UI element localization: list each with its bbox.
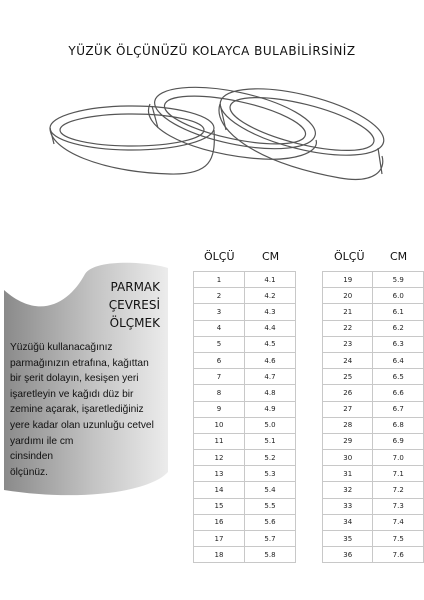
right-cm-header: CM	[390, 250, 408, 263]
cm-cell: 6.9	[373, 433, 424, 449]
size-cell: 34	[323, 514, 373, 530]
cm-cell: 5.8	[245, 547, 296, 563]
cm-cell: 7.2	[373, 482, 424, 498]
table-row	[194, 531, 296, 547]
cm-cell: 5.5	[245, 498, 296, 514]
size-cell: 26	[323, 385, 373, 401]
size-table-right	[322, 271, 424, 563]
size-cell: 6	[194, 352, 245, 368]
instruction-line: ölçünüz.	[10, 466, 48, 478]
cm-cell: 6.7	[373, 401, 424, 417]
cm-cell: 4.7	[245, 369, 296, 385]
table-row	[194, 433, 296, 449]
size-cell: 35	[323, 531, 373, 547]
cm-cell: 4.2	[245, 288, 296, 304]
table-row	[323, 272, 424, 288]
cm-cell: 6.0	[373, 288, 424, 304]
cm-cell: 5.6	[245, 514, 296, 530]
cm-cell: 4.5	[245, 336, 296, 352]
cm-cell: 7.5	[373, 531, 424, 547]
cm-cell: 6.1	[373, 304, 424, 320]
instruction-line: bir şerit dolayın, kesişen yeri	[10, 373, 139, 385]
table-row	[323, 288, 424, 304]
cm-cell: 5.9	[373, 272, 424, 288]
size-cell: 14	[194, 482, 245, 498]
table-row	[323, 369, 424, 385]
instruction-line: parmağınızın etrafına, kağıttan	[10, 357, 149, 369]
size-cell: 36	[323, 547, 373, 563]
size-cell: 7	[194, 369, 245, 385]
three-rings-illustration-icon	[40, 70, 390, 190]
table-row	[323, 547, 424, 563]
size-cell: 23	[323, 336, 373, 352]
table-row	[194, 320, 296, 336]
cm-cell: 4.8	[245, 385, 296, 401]
cm-cell: 4.1	[245, 272, 296, 288]
cm-cell: 5.3	[245, 466, 296, 482]
left-size-header: ÖLÇÜ	[204, 250, 235, 263]
size-cell: 30	[323, 450, 373, 466]
size-cell: 4	[194, 320, 245, 336]
size-cell: 20	[323, 288, 373, 304]
cm-cell: 5.7	[245, 531, 296, 547]
cm-cell: 4.6	[245, 352, 296, 368]
size-cell: 29	[323, 433, 373, 449]
cm-cell: 5.1	[245, 433, 296, 449]
cm-cell: 7.6	[373, 547, 424, 563]
size-cell: 2	[194, 288, 245, 304]
table-row	[194, 401, 296, 417]
right-size-header: ÖLÇÜ	[334, 250, 365, 263]
table-row	[323, 450, 424, 466]
table-row	[194, 482, 296, 498]
cm-cell: 4.4	[245, 320, 296, 336]
size-cell: 3	[194, 304, 245, 320]
table-row	[323, 417, 424, 433]
cm-cell: 7.3	[373, 498, 424, 514]
table-row	[323, 336, 424, 352]
table-row	[194, 466, 296, 482]
table-row	[323, 433, 424, 449]
cm-cell: 6.2	[373, 320, 424, 336]
size-cell: 15	[194, 498, 245, 514]
table-row	[194, 304, 296, 320]
table-row	[194, 288, 296, 304]
size-cell: 5	[194, 336, 245, 352]
size-cell: 17	[194, 531, 245, 547]
instruction-line: zemine açarak, işaretlediğiniz	[10, 404, 144, 416]
table-row	[323, 514, 424, 530]
panel-title-line1: PARMAK	[110, 280, 160, 294]
size-cell: 32	[323, 482, 373, 498]
table-row	[194, 514, 296, 530]
table-row	[194, 417, 296, 433]
size-cell: 12	[194, 450, 245, 466]
size-cell: 18	[194, 547, 245, 563]
table-row	[323, 498, 424, 514]
table-row	[194, 547, 296, 563]
size-cell: 24	[323, 352, 373, 368]
table-row	[323, 352, 424, 368]
size-cell: 9	[194, 401, 245, 417]
table-row	[194, 336, 296, 352]
panel-instructions	[10, 340, 190, 480]
table-row	[194, 352, 296, 368]
cm-cell: 7.4	[373, 514, 424, 530]
instruction-line: cinsinden	[10, 451, 54, 463]
panel-title-line2: ÇEVRESİ	[108, 298, 160, 312]
cm-cell: 5.0	[245, 417, 296, 433]
table-row	[194, 385, 296, 401]
cm-cell: 6.8	[373, 417, 424, 433]
instruction-line: yere kadar olan uzunluğu cetvel	[10, 419, 154, 431]
instruction-line: Yüzüğü kullanacağınız	[10, 342, 113, 353]
page-title: YÜZÜK ÖLÇÜNÜZÜ KOLAYCA BULABİLİRSİNİZ	[68, 44, 356, 58]
cm-cell: 4.3	[245, 304, 296, 320]
table-row	[323, 401, 424, 417]
table-row	[323, 320, 424, 336]
cm-cell: 6.3	[373, 336, 424, 352]
size-cell: 22	[323, 320, 373, 336]
table-row	[194, 450, 296, 466]
cm-cell: 5.4	[245, 482, 296, 498]
ring-left	[50, 106, 214, 174]
table-row	[323, 385, 424, 401]
size-cell: 16	[194, 514, 245, 530]
size-cell: 21	[323, 304, 373, 320]
table-row	[194, 272, 296, 288]
table-row	[323, 482, 424, 498]
size-table-left	[193, 271, 296, 563]
instruction-line: işaretleyin ve kağıdı düz bir	[10, 388, 134, 400]
size-cell: 8	[194, 385, 245, 401]
cm-cell: 6.6	[373, 385, 424, 401]
size-cell: 13	[194, 466, 245, 482]
table-row	[323, 531, 424, 547]
size-cell: 1	[194, 272, 245, 288]
panel-title-line3: ÖLÇMEK	[109, 316, 160, 330]
cm-cell: 4.9	[245, 401, 296, 417]
size-cell: 33	[323, 498, 373, 514]
size-cell: 27	[323, 401, 373, 417]
instruction-line: yardımı ile cm	[10, 435, 74, 447]
cm-cell: 6.5	[373, 369, 424, 385]
size-cell: 19	[323, 272, 373, 288]
size-cell: 28	[323, 417, 373, 433]
cm-cell: 6.4	[373, 352, 424, 368]
table-row	[194, 369, 296, 385]
cm-cell: 7.0	[373, 450, 424, 466]
size-cell: 10	[194, 417, 245, 433]
cm-cell: 7.1	[373, 466, 424, 482]
table-row	[194, 498, 296, 514]
cm-cell: 5.2	[245, 450, 296, 466]
size-cell: 31	[323, 466, 373, 482]
size-cell: 25	[323, 369, 373, 385]
left-cm-header: CM	[262, 250, 280, 263]
table-row	[323, 304, 424, 320]
size-cell: 11	[194, 433, 245, 449]
table-row	[323, 466, 424, 482]
